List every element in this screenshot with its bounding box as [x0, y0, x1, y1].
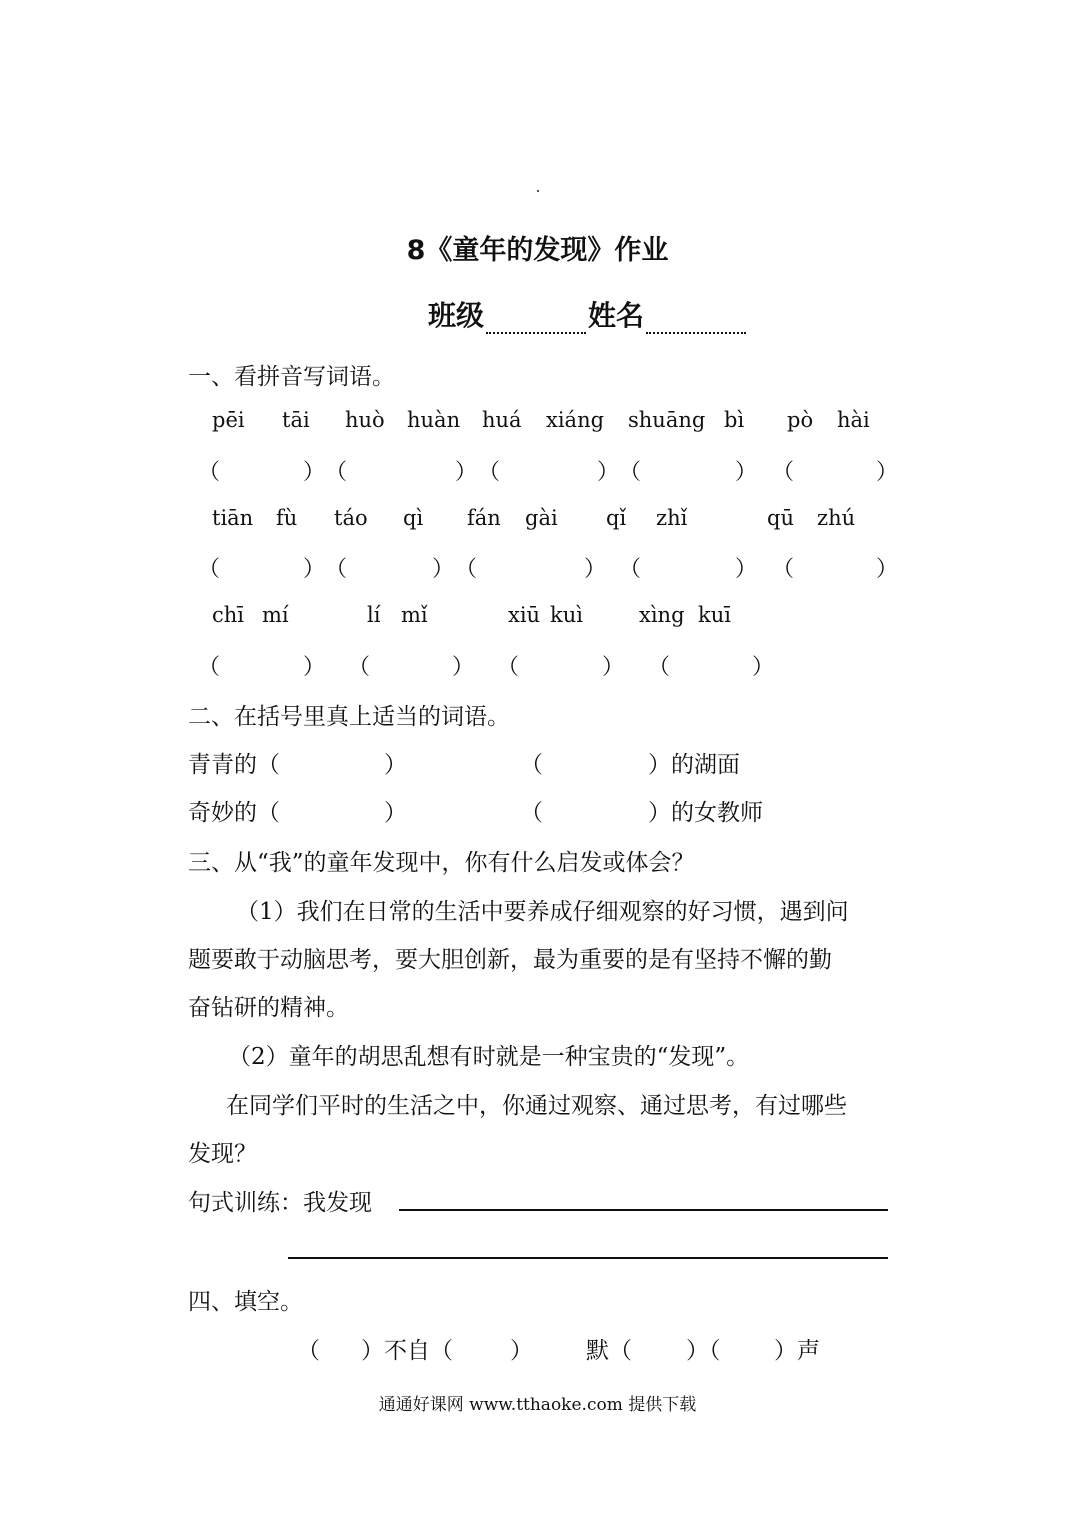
fill-row-right: ）的女教师 [648, 800, 763, 826]
class-blank[interactable] [486, 302, 586, 334]
answer-line[interactable] [399, 1209, 888, 1211]
close-bracket: ） [452, 655, 475, 680]
open-bracket: （ [455, 557, 478, 582]
pinyin: tāi [282, 408, 310, 432]
section2-heading: 二、在括号里真上适当的词语。 [188, 704, 510, 730]
answer-1-line1: （1）我们在日常的生活中要养成仔细观察的好习惯，遇到问 [236, 899, 849, 925]
close-bracket: ） [303, 557, 326, 582]
open-bracket: （ [198, 557, 221, 582]
pinyin: mí [262, 603, 289, 627]
open-bracket: （ [619, 557, 642, 582]
close-bracket: ） [876, 557, 899, 582]
open-bracket: （ [325, 557, 348, 582]
pinyin: xiáng [546, 408, 605, 432]
pinyin: qì [403, 506, 424, 530]
pinyin: gài [525, 506, 558, 530]
pinyin: fán [467, 506, 501, 530]
pinyin: pò [787, 408, 814, 432]
pinyin: pēi [212, 408, 245, 432]
prompt-line1: 在同学们平时的生活之中，你通过观察、通过思考，有过哪些 [226, 1093, 847, 1119]
open-bracket: （ [478, 460, 501, 485]
pinyin: qǐ [606, 506, 627, 530]
pinyin: zhú [817, 506, 856, 530]
open-bracket: （ [198, 655, 221, 680]
open-bracket: （ [198, 460, 221, 485]
pinyin: mǐ [401, 603, 428, 627]
pinyin: bì [724, 408, 745, 432]
pinyin: shuāng [628, 408, 706, 432]
close-bracket: ） [735, 557, 758, 582]
pinyin: kuī [698, 603, 731, 627]
fill-row-mid: ） [384, 752, 407, 778]
open-bracket: （ [348, 655, 371, 680]
close-bracket: ） [455, 460, 478, 485]
fill-row-mid: ） [384, 800, 407, 826]
footer-credit: 通通好课网 www.tthaoke.com 提供下载 [378, 1395, 697, 1415]
pinyin: huàn [407, 408, 461, 432]
pinyin: xiū [508, 603, 541, 627]
open-bracket: （ [772, 557, 795, 582]
close-bracket: ） [735, 460, 758, 485]
pinyin: zhǐ [656, 506, 688, 530]
section3-heading: 三、从“我”的童年发现中，你有什么启发或体会？ [188, 850, 695, 876]
close-bracket: ） [602, 655, 625, 680]
idiom-fill: ） [510, 1338, 533, 1364]
open-bracket: （ [619, 460, 642, 485]
close-bracket: ） [432, 557, 455, 582]
fill-row-right-open: （ [520, 800, 543, 826]
name-blank[interactable] [646, 302, 746, 334]
pinyin: kuì [550, 603, 583, 627]
fill-row-right: ）的湖面 [648, 752, 740, 778]
close-bracket: ） [876, 460, 899, 485]
pinyin: huò [345, 408, 385, 432]
answer-1-line3: 奋钻研的精神。 [188, 995, 349, 1021]
close-bracket: ） [303, 460, 326, 485]
idiom-fill: ）（ [686, 1338, 721, 1364]
section1-heading: 一、看拼音写词语。 [188, 364, 395, 390]
open-bracket: （ [772, 460, 795, 485]
idiom-fill: 默（ [586, 1338, 632, 1364]
prompt-line2: 发现？ [188, 1141, 257, 1167]
pinyin: táo [334, 506, 368, 530]
class-name-line [428, 294, 748, 334]
open-bracket: （ [325, 460, 348, 485]
idiom-fill: ）不自（ [361, 1338, 453, 1364]
pinyin: tiān [212, 506, 254, 530]
close-bracket: ） [752, 655, 775, 680]
answer-line[interactable] [288, 1257, 888, 1259]
pinyin: qū [767, 506, 794, 530]
fill-row-right-open: （ [520, 752, 543, 778]
name-label: 姓名 [588, 299, 645, 332]
pinyin: chī [212, 603, 245, 627]
pinyin: lí [367, 603, 381, 627]
open-bracket: （ [648, 655, 671, 680]
close-bracket: ） [584, 557, 607, 582]
scan-dot [537, 190, 539, 192]
close-bracket: ） [597, 460, 620, 485]
drill-label: 句式训练：我发现 [188, 1190, 372, 1216]
pinyin: xìng [639, 603, 685, 627]
close-bracket: ） [303, 655, 326, 680]
fill-row-left: 奇妙的（ [188, 800, 280, 826]
idiom-fill: （ [297, 1338, 320, 1364]
fill-row-left: 青青的（ [188, 752, 280, 778]
section4-heading: 四、填空。 [188, 1289, 303, 1315]
pinyin: hài [837, 408, 870, 432]
pinyin: huá [482, 408, 522, 432]
open-bracket: （ [497, 655, 520, 680]
idiom-fill: ）声 [774, 1338, 820, 1364]
class-label: 班级 [428, 299, 485, 332]
answer-2: （2）童年的胡思乱想有时就是一种宝贵的“发现”。 [228, 1044, 750, 1070]
pinyin: fù [276, 506, 298, 530]
answer-1-line2: 题要敢于动脑思考，要大胆创新，最为重要的是有坚持不懈的勤 [188, 947, 832, 973]
page-title: 8《童年的发现》作业 [406, 235, 669, 266]
